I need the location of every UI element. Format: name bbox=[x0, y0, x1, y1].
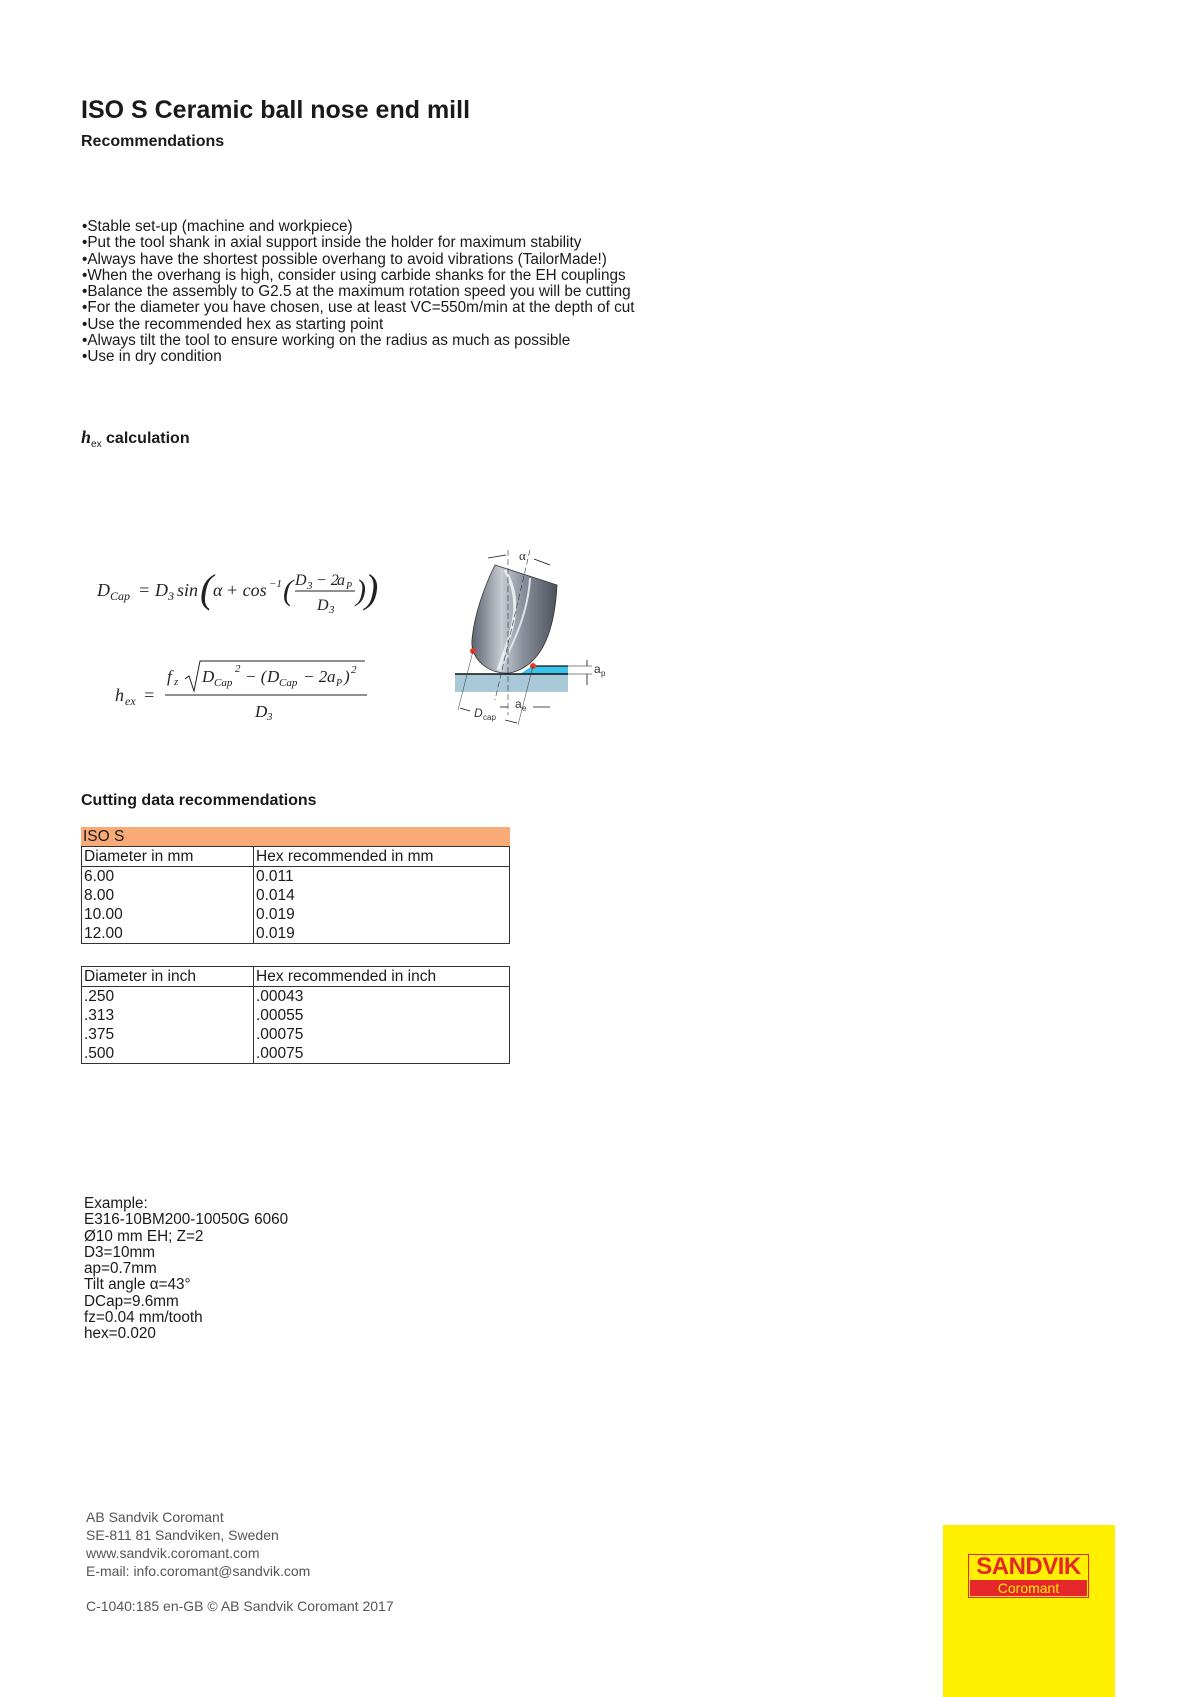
svg-text:3: 3 bbox=[307, 580, 313, 592]
brand-block bbox=[943, 1525, 1115, 1697]
example-line: E316-10BM200-10050G 6060 bbox=[84, 1211, 289, 1229]
table-row bbox=[82, 987, 510, 1007]
svg-text:− 2: − 2 bbox=[316, 572, 339, 589]
svg-text:3: 3 bbox=[168, 589, 174, 603]
hex-subscript: ex bbox=[91, 439, 102, 451]
cell-diameter: 10.00 bbox=[82, 905, 254, 924]
hex-heading-text: calculation bbox=[101, 430, 190, 447]
ball-nose-tool-diagram bbox=[450, 545, 630, 745]
svg-text:a: a bbox=[515, 697, 522, 711]
svg-text:(: ( bbox=[283, 574, 293, 607]
email-link[interactable]: E-mail: info.coromant@sandvik.com bbox=[86, 1563, 311, 1579]
table-row bbox=[82, 886, 510, 905]
cell-hex: 0.014 bbox=[254, 886, 510, 905]
svg-text:Cap: Cap bbox=[279, 677, 298, 689]
example-line: Tilt angle α=43° bbox=[84, 1276, 191, 1294]
cell-hex: 0.011 bbox=[254, 867, 510, 887]
svg-text:a: a bbox=[337, 572, 345, 589]
logo-name: SANDVIK bbox=[976, 1553, 1081, 1580]
column-header: Diameter in mm bbox=[82, 847, 254, 867]
cell-diameter: 6.00 bbox=[82, 867, 254, 887]
svg-text:=: = bbox=[138, 580, 151, 600]
list-item: • Use in dry condition bbox=[82, 349, 635, 365]
svg-text:P: P bbox=[346, 581, 353, 592]
iso-s-band: ISO S bbox=[81, 827, 510, 846]
svg-text:3: 3 bbox=[329, 604, 335, 615]
cell-diameter: 12.00 bbox=[82, 924, 254, 944]
svg-text:D: D bbox=[97, 580, 110, 600]
svg-text:=: = bbox=[143, 685, 156, 705]
section-title-hex-calculation bbox=[81, 427, 190, 450]
company-name: AB Sandvik Coromant bbox=[86, 1509, 224, 1525]
svg-text:D: D bbox=[255, 702, 268, 721]
cell-diameter: .313 bbox=[82, 1006, 254, 1025]
page-title: ISO S Ceramic ball nose end mill bbox=[81, 96, 471, 124]
recommendations-list bbox=[82, 219, 635, 366]
svg-text:− (: − ( bbox=[245, 667, 267, 686]
formula-hex bbox=[115, 655, 375, 725]
cell-hex: .00075 bbox=[254, 1025, 510, 1044]
list-item: • Always tilt the tool to ensure working on the radius as much as possible bbox=[82, 333, 635, 349]
column-header: Diameter in inch bbox=[82, 967, 254, 987]
svg-text:D: D bbox=[267, 667, 280, 686]
svg-text:cap: cap bbox=[483, 713, 496, 722]
svg-text:sin: sin bbox=[177, 580, 199, 600]
example-line: DCap=9.6mm bbox=[84, 1292, 179, 1310]
list-item: • Stable set-up (machine and workpiece) bbox=[82, 219, 635, 235]
svg-text:a: a bbox=[327, 667, 336, 686]
cell-diameter: .375 bbox=[82, 1025, 254, 1044]
svg-text:Cap: Cap bbox=[110, 589, 131, 603]
cell-diameter: .500 bbox=[82, 1044, 254, 1064]
svg-text:(: ( bbox=[200, 566, 214, 611]
formula-dcap bbox=[97, 565, 397, 615]
cell-hex: 0.019 bbox=[254, 905, 510, 924]
example-line: Example: bbox=[84, 1195, 148, 1212]
svg-text:a: a bbox=[594, 662, 601, 676]
example-line: fz=0.04 mm/tooth bbox=[84, 1309, 203, 1327]
copyright-text: C-1040:185 en-GB © AB Sandvik Coromant 2017 bbox=[86, 1598, 394, 1614]
svg-text:−1: −1 bbox=[269, 578, 282, 590]
svg-text:D: D bbox=[202, 667, 215, 686]
table-row bbox=[82, 1044, 510, 1064]
svg-text:): ) bbox=[356, 574, 366, 607]
svg-text:3: 3 bbox=[267, 711, 273, 723]
table-row bbox=[82, 867, 510, 887]
hex-symbol: h bbox=[81, 427, 92, 447]
svg-text:D: D bbox=[295, 572, 307, 589]
cell-hex: 0.019 bbox=[254, 924, 510, 944]
list-item: • Always have the shortest possible overhang to avoid vibrations (TailorMade!) bbox=[82, 252, 635, 268]
svg-text:): ) bbox=[365, 566, 379, 611]
svg-text:h: h bbox=[115, 685, 124, 705]
example-line: D3=10mm bbox=[84, 1243, 155, 1261]
cell-diameter: 8.00 bbox=[82, 886, 254, 905]
list-item: • Put the tool shank in axial support inside the holder for maximum stability bbox=[82, 235, 635, 251]
alpha-label: α bbox=[519, 548, 526, 563]
svg-text:2: 2 bbox=[351, 664, 357, 676]
svg-text:Cap: Cap bbox=[214, 677, 233, 689]
imperial-hex-table bbox=[81, 966, 510, 1064]
table-row bbox=[82, 905, 510, 924]
table-row bbox=[82, 1006, 510, 1025]
list-item: • For the diameter you have chosen, use at least VC=550m/min at the depth of cut bbox=[82, 300, 635, 316]
logo-sub: Coromant bbox=[970, 1580, 1087, 1596]
cell-hex: .00055 bbox=[254, 1006, 510, 1025]
website-link[interactable]: www.sandvik.coromant.com bbox=[86, 1545, 260, 1561]
example-block bbox=[84, 1196, 288, 1343]
example-line: hex=0.020 bbox=[84, 1325, 156, 1343]
company-address: SE-811 81 Sandviken, Sweden bbox=[86, 1527, 279, 1543]
cell-hex: .00075 bbox=[254, 1044, 510, 1064]
example-line: ap=0.7mm bbox=[84, 1260, 157, 1278]
svg-text:p: p bbox=[601, 669, 606, 678]
svg-text:D: D bbox=[474, 706, 483, 720]
list-item: • When the overhang is high, consider using carbide shanks for the EH couplings bbox=[82, 268, 635, 284]
table-row bbox=[82, 924, 510, 944]
svg-text:): ) bbox=[344, 667, 350, 686]
svg-text:D: D bbox=[155, 580, 168, 600]
svg-text:2: 2 bbox=[235, 663, 241, 675]
cell-diameter: .250 bbox=[82, 987, 254, 1007]
svg-text:+ cos: + cos bbox=[226, 580, 267, 600]
svg-text:ex: ex bbox=[125, 694, 136, 708]
column-header: Hex recommended in inch bbox=[254, 967, 510, 987]
svg-text:D: D bbox=[317, 597, 329, 614]
section-title-cutting-data: Cutting data recommendations bbox=[81, 792, 317, 809]
list-item: • Use the recommended hex as starting point bbox=[82, 317, 635, 333]
svg-text:P: P bbox=[336, 678, 343, 689]
column-header: Hex recommended in mm bbox=[254, 847, 510, 867]
footer-address bbox=[86, 1508, 310, 1580]
section-title-recommendations: Recommendations bbox=[81, 133, 225, 150]
sandvik-logo bbox=[968, 1554, 1089, 1598]
svg-text:z: z bbox=[174, 676, 179, 688]
svg-text:f: f bbox=[167, 667, 172, 686]
svg-text:− 2: − 2 bbox=[303, 667, 328, 686]
table-row bbox=[82, 1025, 510, 1044]
svg-text:e: e bbox=[522, 704, 527, 713]
list-item: • Balance the assembly to G2.5 at the maximum rotation speed you will be cutting bbox=[82, 284, 635, 300]
metric-hex-table bbox=[81, 846, 510, 944]
svg-text:α: α bbox=[213, 580, 223, 600]
cell-hex: .00043 bbox=[254, 987, 510, 1007]
example-line: Ø10 mm EH; Z=2 bbox=[84, 1227, 204, 1245]
